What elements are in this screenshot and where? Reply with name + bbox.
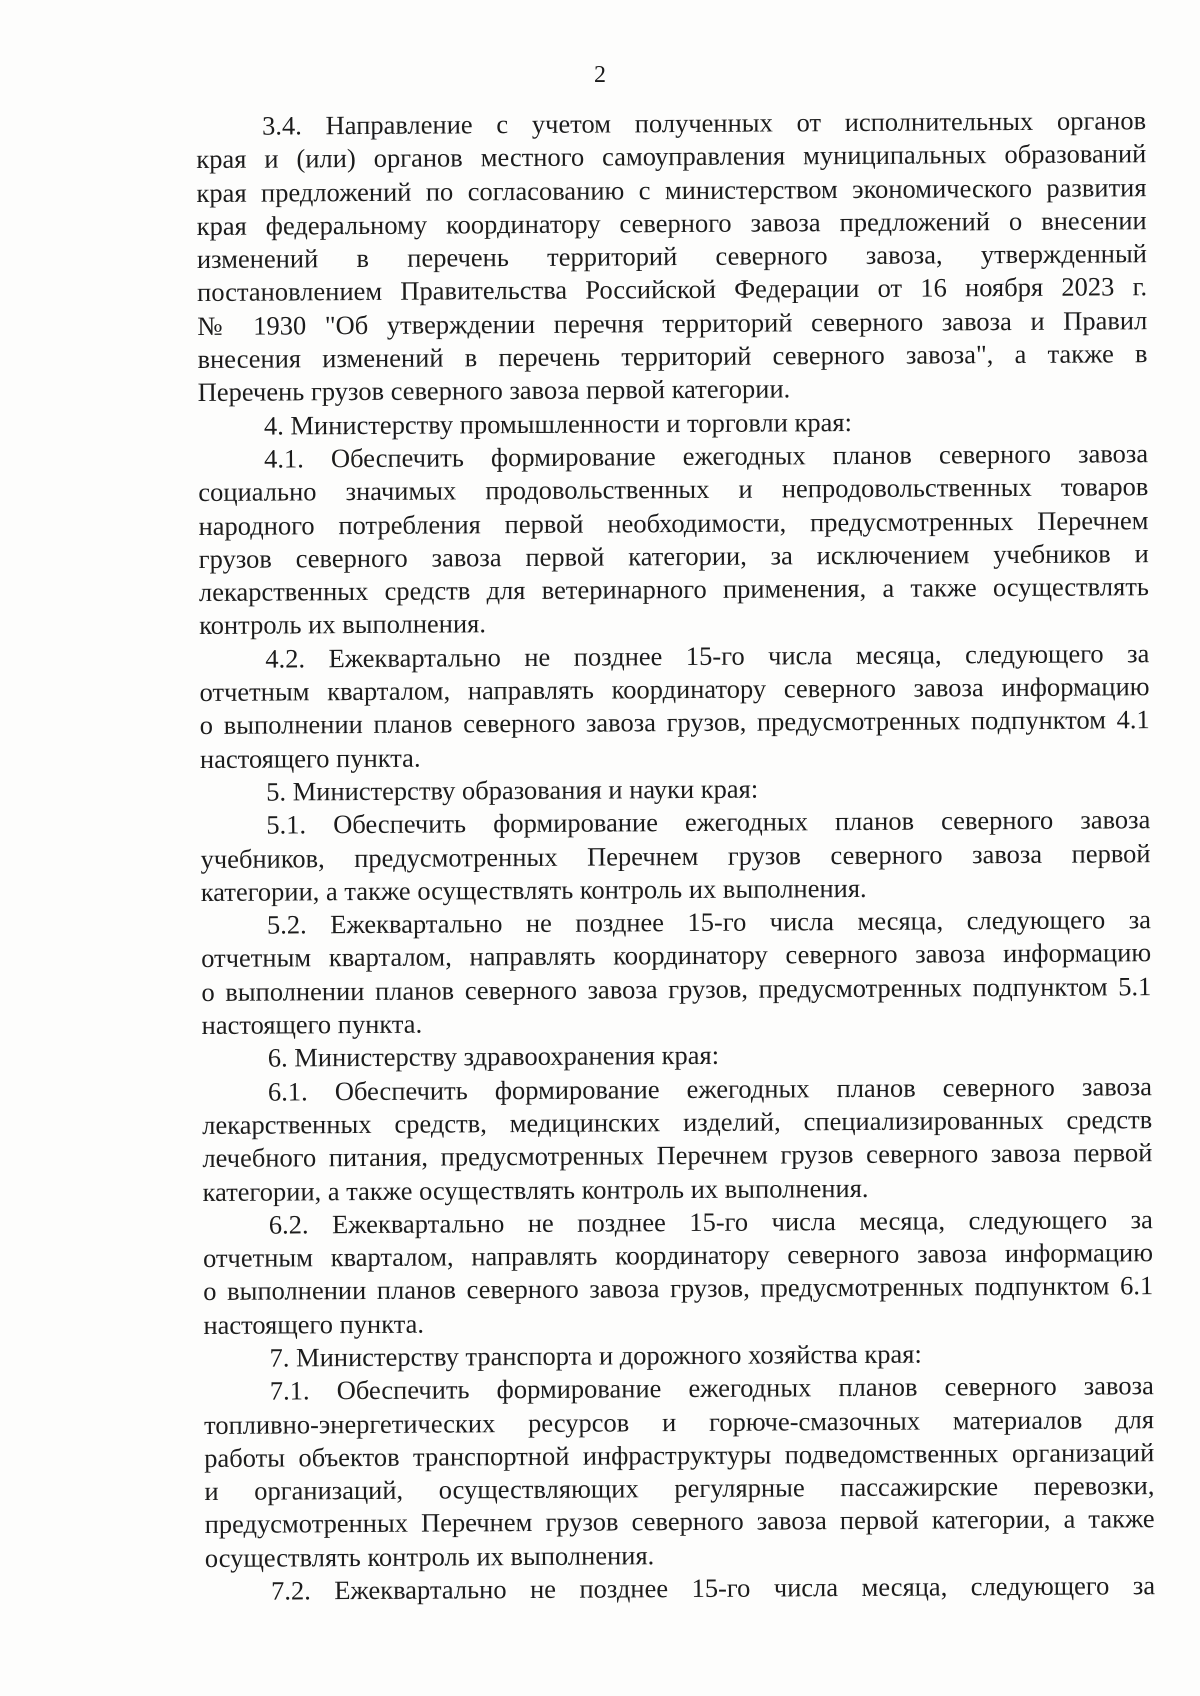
paragraph-5-1 [200,803,1151,909]
paragraph-line: предусмотренных Перечнем грузов северного завоза первой категории, а также [204,1503,1155,1540]
paragraph-line: работы объектов транспортной инфраструктуры подведомственных организаций [204,1437,1155,1473]
paragraph-line: отчетным кварталом, направлять координатору северного завоза информацию [201,937,1152,974]
paragraph-6-1 [202,1070,1153,1209]
paragraph-line: контроль их выполнения. [199,608,487,641]
paragraph-line: 7.2. Ежеквартально не позднее 15-го числа месяца, следующего за [270,1570,1156,1606]
paragraph-line: лечебного питания, предусмотренных Перечнем грузов северного завоза первой [202,1137,1153,1174]
paragraph-line: настоящего пункта. [199,742,421,774]
paragraph-line: о выполнении планов северного завоза грузов, предусмотренных подпунктом 4.1 [199,704,1150,741]
paragraph-line: настоящего пункта. [203,1308,425,1340]
paragraph-line: топливно-энергетических ресурсов и горюче-смазочных материалов для [203,1403,1155,1440]
paragraph-line: 7.1. Обеспечить формирование ежегодных планов северного завоза [269,1370,1154,1406]
paragraph-line: категории, а также осуществлять контроль их выполнения. [200,872,867,907]
paragraph-7-2 [205,1569,1155,1608]
paragraph-7-1 [204,1369,1155,1575]
paragraph-line: лекарственных средств, медицинских изделий, специализированных средств [202,1104,1153,1140]
paragraph-line: и организаций, осуществляющих регулярные пассажирские перевозки, [204,1470,1155,1507]
paragraph-line: Перечень грузов северного завоза первой категории. [197,373,791,408]
paragraph-line: о выполнении планов северного завоза грузов, предусмотренных подпунктом 6.1 [203,1270,1154,1307]
paragraph-line: отчетным кварталом, направлять координатору северного завоза информацию [202,1237,1154,1274]
paragraph-line: народного потребления первой необходимости, предусмотренных Перечнем [198,504,1149,541]
paragraph-line: 4.1. Обеспечить формирование ежегодных планов северного завоза [264,438,1149,474]
paragraph-line: края и (или) органов местного самоуправления муниципальных образований [196,138,1147,175]
paragraph-4-2 [199,637,1150,776]
paragraph-line: постановлением Правительства Российской Федерации от 16 ноября 2023 г. [197,271,1148,308]
paragraph-line: социально значимых продовольственных и непродовольственных товаров [198,471,1149,508]
paragraph-line: 3.4. Направление с учетом полученных от исполнительных органов [262,105,1147,141]
paragraph-line: о выполнении планов северного завоза грузов, предусмотренных подпунктом 5.1 [201,970,1152,1007]
paragraph-3-4 [196,104,1148,409]
paragraph-4-1 [198,437,1149,643]
paragraph-line: лекарственных средств для ветеринарного применения, а также осуществлять [198,571,1150,608]
paragraph-line: 4.2. Ежеквартально не позднее 15-го числа месяца, следующего за [265,637,1150,674]
paragraph-line: 7. Министерству транспорта и дорожного хозяйства края: [269,1338,922,1373]
paragraph-line: 5. Министерству образования и науки края: [266,773,759,807]
paragraph-line: 6. Министерству здравоохранения края: [267,1040,720,1073]
paragraph-line: изменений в перечень территорий северного завоза, утвержденный [196,238,1147,275]
paragraph-line: 4. Министерству промышленности и торговли края: [263,406,852,441]
document-body [196,104,1155,1608]
paragraph-6-2 [203,1203,1154,1342]
paragraph-line: края федеральному координатору северного завоза предложений о внесении [196,205,1147,241]
paragraph-line: внесения изменений в перечень территорий северного завоза", а также в [197,338,1148,375]
paragraph-line: № 1930 "Об утверждении перечня территорий северного завоза и Правил [197,304,1148,341]
paragraph-5-2 [201,903,1152,1042]
paragraph-line: учебников, предусмотренных Перечнем грузов северного завоза первой [200,837,1151,874]
paragraph-line: 5.2. Ежеквартально не позднее 15-го числа месяца, следующего за [266,904,1152,940]
paragraph-line: 6.1. Обеспечить формирование ежегодных планов северного завоза [267,1070,1153,1107]
paragraph-line: края предложений по согласованию с министерством экономического развития [196,171,1147,208]
paragraph-line: грузов северного завоза первой категории, за исключением учебников и [198,538,1149,574]
paragraph-line: отчетным кварталом, направлять координатору северного завоза информацию [199,671,1150,708]
page-number: 2 [594,62,606,88]
paragraph-line: 5.1. Обеспечить формирование ежегодных планов северного завоза [266,804,1151,840]
paragraph-line: осуществлять контроль их выполнения. [204,1539,655,1573]
paragraph-line: категории, а также осуществлять контроль их выполнения. [202,1172,869,1207]
paragraph-line: настоящего пункта. [201,1008,423,1040]
paragraph-line: 6.2. Ежеквартально не позднее 15-го числа месяца, следующего за [268,1203,1153,1240]
